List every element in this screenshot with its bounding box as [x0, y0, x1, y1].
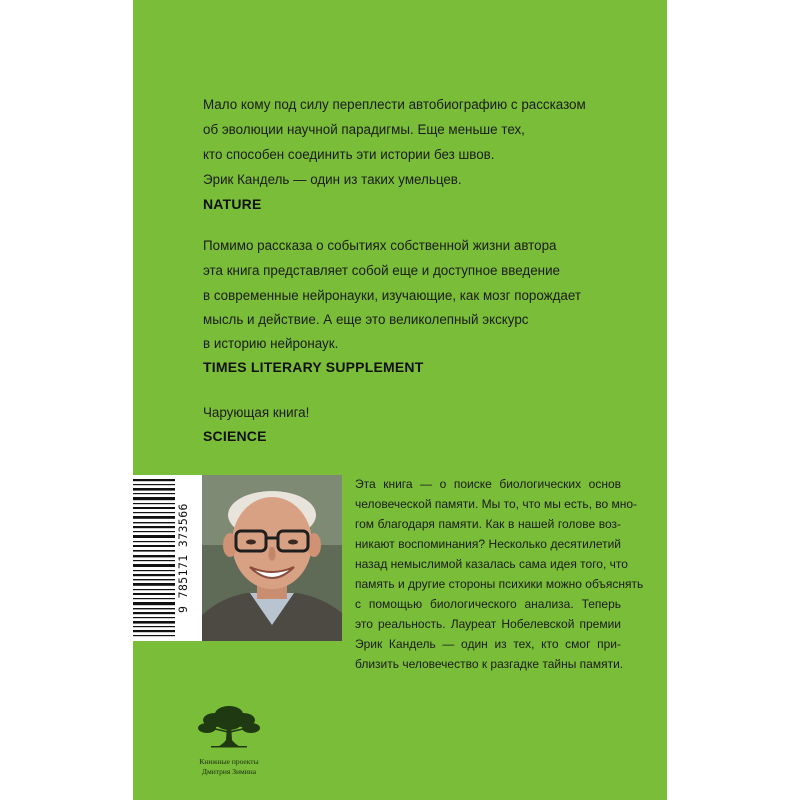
blurb-line-9: Эрик Кандель — один из тех, кто смог при- [355, 637, 621, 651]
quote-2-line-2: эта книга представляет собой еще и доступное введение [203, 263, 560, 278]
quote-1-line-4: Эрик Кандель — один из таких умельцев. [203, 172, 462, 187]
blurb-line-3: гом благодаря памяти. Как в нашей голове воз- [355, 517, 621, 531]
isbn-barcode [133, 475, 202, 641]
quote-2-line-3: в современные нейронауки, изучающие, как мозг порождает [203, 288, 581, 303]
quote-1-line-2: об эволюции научной парадигмы. Еще меньше тех, [203, 122, 525, 137]
quote-2-line-5: в историю нейронаук. [203, 336, 339, 351]
blurb-line-10: близить человечество к разгадке тайны памяти. [355, 657, 624, 671]
barcode-bars [133, 475, 175, 641]
quote-1-source: NATURE [203, 196, 262, 212]
quote-3-source: SCIENCE [203, 428, 267, 444]
blurb-line-4: никают воспоминания? Несколько десятилетий [355, 537, 621, 551]
publisher-line-1: Книжные проекты [199, 757, 259, 766]
quote-1-line-1: Мало кому под силу переплести автобиографию с рассказом [203, 97, 586, 112]
blurb-line-1: Эта книга — о поиске биологических основ [355, 477, 621, 491]
blurb-line-6: память и другие стороны психики можно объяснять [355, 577, 644, 591]
blurb-line-2: человеческой памяти. Мы то, что мы есть, во мно- [355, 497, 638, 511]
blurb-line-5: назад немыслимой казалась сама идея того, что [355, 557, 628, 571]
quote-2-source: TIMES LITERARY SUPPLEMENT [203, 359, 424, 375]
quote-1-line-3: кто способен соединить эти истории без швов. [203, 147, 495, 162]
publisher-line-2: Дмитрия Зимина [201, 767, 257, 776]
book-back-cover [133, 0, 667, 800]
isbn-digits: 9 785171 373566 [176, 503, 190, 613]
author-photo [202, 475, 342, 641]
quote-2-line-1: Помимо рассказа о событиях собственной жизни автора [203, 238, 557, 253]
quote-3-line-1: Чарующая книга! [203, 405, 310, 420]
blurb-line-7: с помощью биологического анализа. Теперь [355, 597, 621, 611]
quote-2-line-4: мысль и действие. А еще это великолепный экскурс [203, 312, 529, 327]
blurb-line-8: это реальность. Лауреат Нобелевской премии [355, 617, 621, 631]
